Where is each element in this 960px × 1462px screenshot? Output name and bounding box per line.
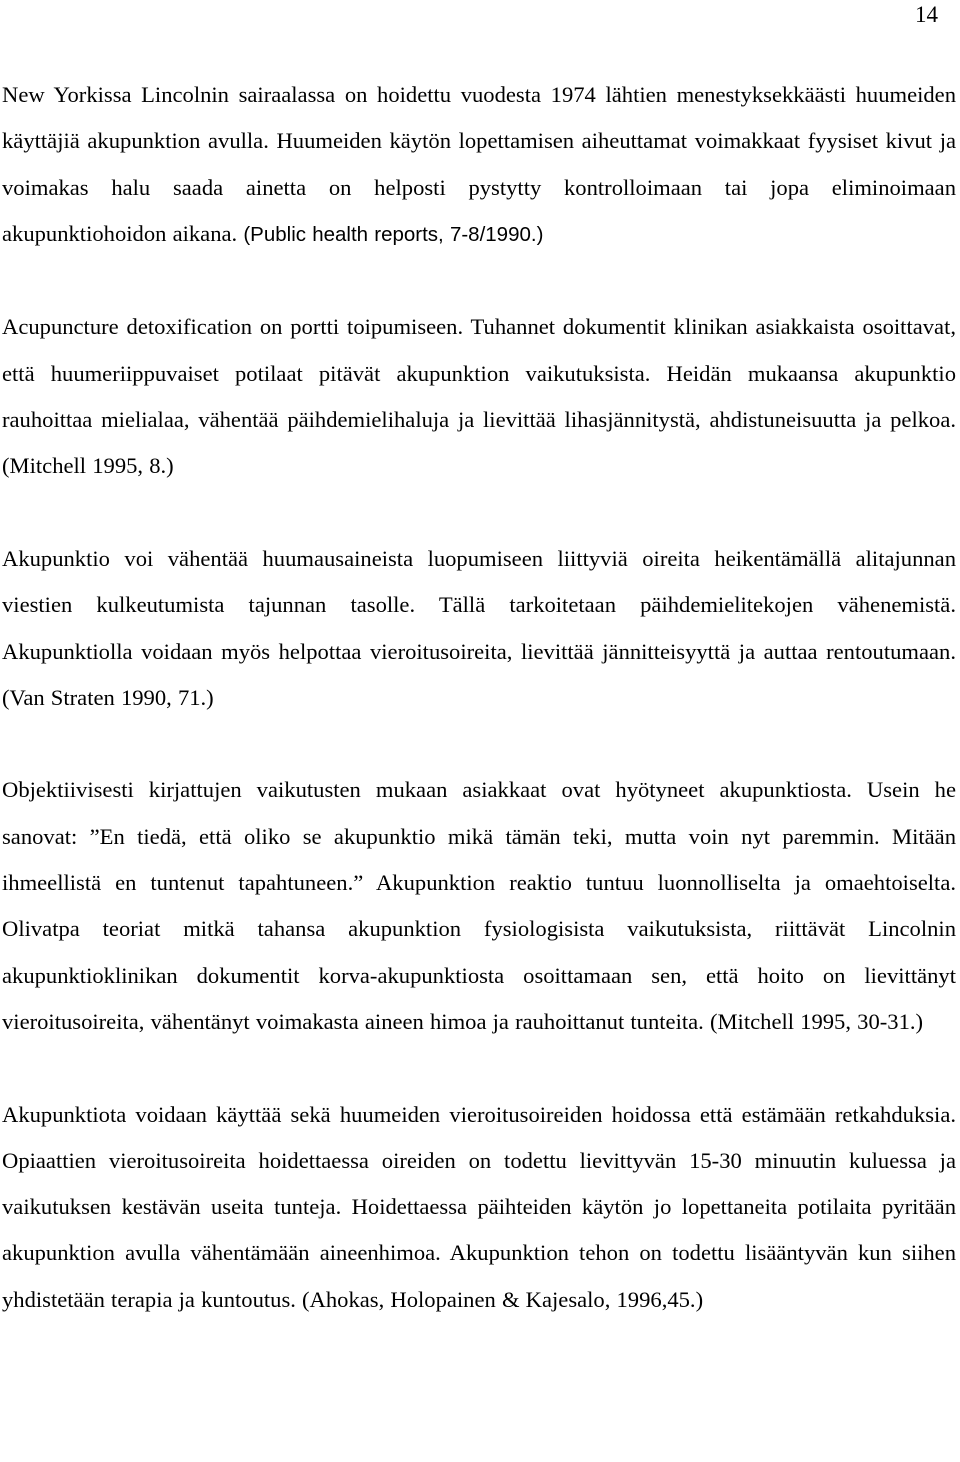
paragraph-1-citation: (Public health reports, 7-8/1990.) — [243, 222, 544, 246]
paragraph-3: Akupunktio voi vähentää huumausaineista luopumiseen liittyviä oireita heikentämällä alitajunnan viestien kulkeutumista tajunnan tasolle. Tällä tarkoitetaan päihdemielitekojen vähenemistä. Akupunktiolla voidaan myös helpottaa vieroitusoireita, lievittää jännitteisyyttä ja auttaa rentoutumaan. (Van Straten 1990, 71.) — [2, 545, 956, 710]
paragraph-2: Acupuncture detoxification on portti toipumiseen. Tuhannet dokumentit klinikan asiakkaista osoittavat, että huumeriippuvaiset potilaat pitävät akupunktion vaikutuksista. Heidän mukaansa akupunktio rauhoittaa mielialaa, vähentää päihdemielihaluja ja lievittää lihasjännitystä, ahdistuneisuutta ja pelkoa. (Mitchell 1995, 8.) — [2, 314, 956, 479]
document-body — [2, 72, 956, 1323]
paragraph-1 — [2, 72, 956, 258]
paragraph-4: Objektiivisesti kirjattujen vaikutusten mukaan asiakkaat ovat hyötyneet akupunktiosta. Usein he sanovat: ”En tiedä, että oliko se akupunktio mikä tämän teki, mutta voin nyt paremmin. Mitään ihmeellistä en tuntenut tapahtuneen.” Akupunktion reaktio tuntuu luonnolliselta ja omaehtoiselta. Olivatpa teoriat mitkä tahansa akupunktion fysiologisista vaikutuksista, riittävät Lincolnin akupunktioklinikan dokumentit korva-akupunktiosta osoittamaan sen, että hoito on lievittänyt vieroitusoireita, vähentänyt voimakasta aineen himoa ja rauhoittanut tunteita. (Mitchell 1995, 30-31.) — [2, 777, 956, 1034]
paragraph-1-text: New Yorkissa Lincolnin sairaalassa on hoidettu vuodesta 1974 lähtien menestyksekkäästi huumeiden käyttäjiä akupunktion avulla. Huumeiden käytön lopettamisen aiheuttamat voimakkaat fyysiset kivut ja voimakas halu saada ainetta on helposti pystytty kontrolloimaan tai jopa eliminoimaan akupunktiohoidon aikana. — [2, 82, 956, 246]
paragraph-5: Akupunktiota voidaan käyttää sekä huumeiden vieroitusoireiden hoidossa että estämään retkahduksia. Opiaattien vieroitusoireita hoidettaessa oireiden on todettu lievittyvän 15-30 minuutin kuluessa ja vaikutuksen kestävän useita tunteja. Hoidettaessa päihteiden käytön jo lopettaneita potilaita pyritään akupunktion avulla vähentämään aineenhimoa. Akupunktion tehon on todettu lisääntyvän kun siihen yhdistetään terapia ja kuntoutus. (Ahokas, Holopainen & Kajesalo, 1996,45.) — [2, 1101, 956, 1312]
page-number: 14 — [915, 2, 938, 27]
